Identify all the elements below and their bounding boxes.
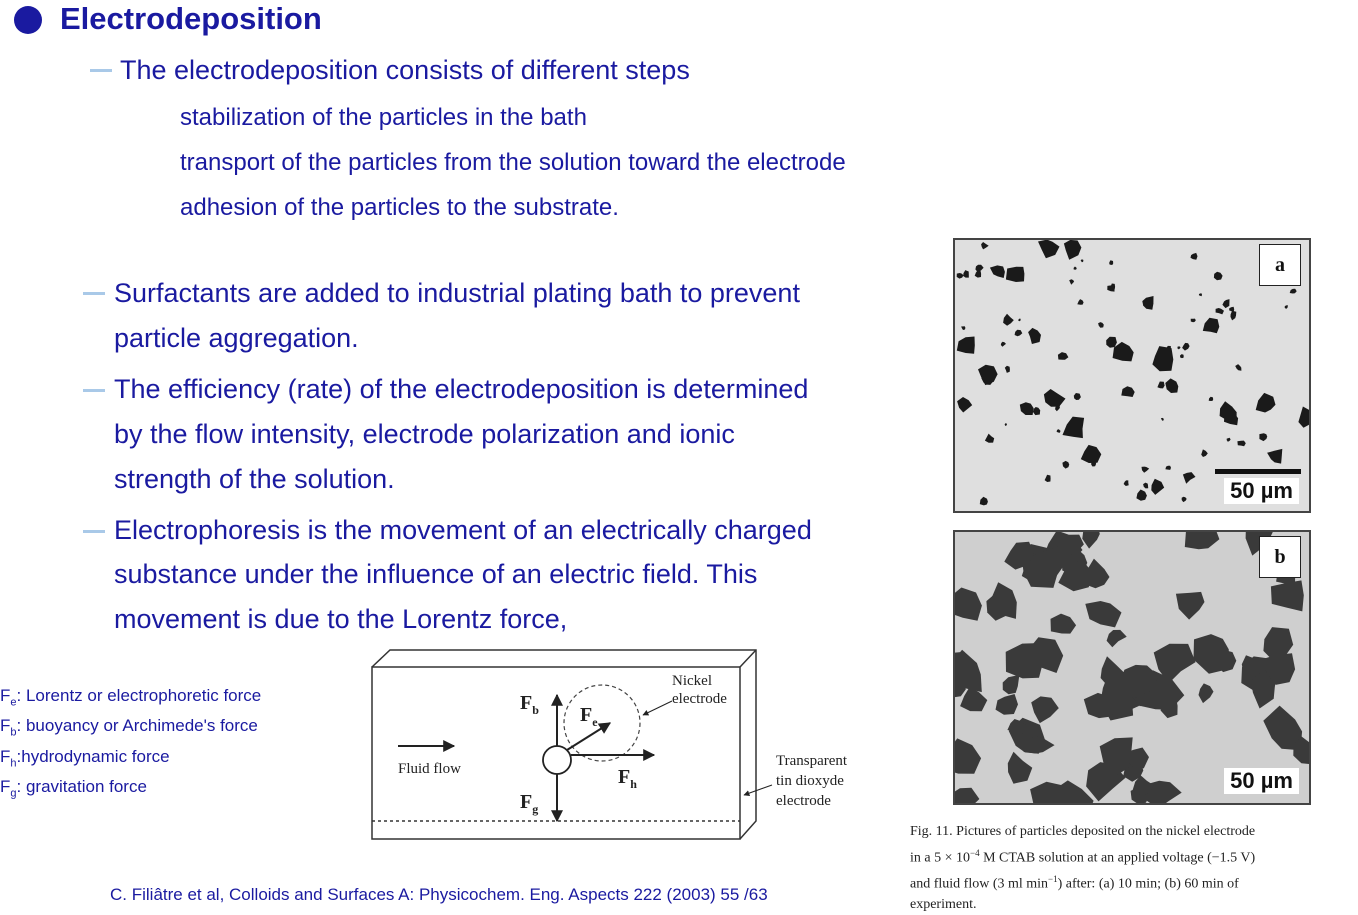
legend-item-fg: $F_g$: gravitation force	[0, 777, 147, 800]
caption-line-4: experiment.	[910, 896, 977, 912]
legend-item-fh: $F_h:hydrodynamic$ force	[0, 746, 170, 770]
page-title: Electrodeposition	[60, 1, 322, 36]
bullet-3-line-1: The efficiency (rate) of the electrodeposition is determined	[114, 374, 809, 404]
nickel-label-line-1: Nickel	[672, 673, 712, 689]
bullet-4-line-2: substance under the influence of an electric field. This	[114, 559, 758, 589]
dash-bullet-icon	[83, 292, 105, 295]
dash-bullet-icon	[83, 389, 105, 392]
nickel-pointer-arrow	[643, 701, 672, 715]
micrograph-a-label: a	[1259, 244, 1301, 286]
fe-label: $F_e$	[580, 704, 598, 729]
sub-bullet-2: transport of the particles from the solution toward the electrode	[180, 149, 846, 176]
caption-line-2: in a $5 \times 10^{-4}$ M CTAB solution at an applied voltage (−1.5 V)	[910, 847, 1256, 866]
scale-label-b: 50 µm	[1224, 768, 1299, 794]
bullet-2-line-2: particle aggregation.	[114, 323, 359, 353]
figure-caption	[910, 822, 1356, 915]
fluid-flow-label: Fluid flow	[398, 761, 461, 777]
bullet-2-line-1: Surfactants are added to industrial plating bath to prevent	[114, 278, 800, 308]
fh-label: $F_h$	[618, 766, 637, 791]
bullet-3-line-3: strength of the solution.	[114, 464, 395, 494]
transparent-label-line-2: tin dioxyde	[776, 773, 844, 789]
scale-label-a: 50 µm	[1224, 478, 1299, 504]
sub-bullet-3: adhesion of the particles to the substrate.	[180, 194, 619, 221]
particle-blob	[1006, 267, 1025, 282]
legend-item-fe: $F_e$: Lorentz or electrophoretic force	[0, 686, 262, 709]
fe-arrow	[567, 723, 610, 750]
bullet-4-line-1: Electrophoresis is the movement of an electrically charged	[114, 515, 812, 545]
micrograph-b	[953, 530, 1311, 805]
dash-bullet-icon	[90, 69, 112, 72]
bullet-4-line-3: movement is due to the Lorentz force,	[114, 604, 568, 634]
electrophoresis-diagram	[360, 645, 870, 845]
particle-circle	[543, 746, 571, 774]
dash-bullet-icon	[83, 530, 105, 533]
transparent-label-line-3: electrode	[776, 793, 831, 809]
fb-label: $F_b$	[520, 692, 539, 717]
caption-line-1: Fig. 11. Pictures of particles deposited on the nickel electrode	[910, 824, 1256, 839]
transparent-pointer-arrow	[744, 785, 772, 795]
nickel-electrode-circle	[564, 685, 640, 761]
fg-label: $F_g$	[520, 791, 539, 816]
transparent-label-line-1: Transparent	[776, 753, 848, 769]
bullet-1-text: The electrodeposition consists of different steps	[120, 55, 690, 85]
legend-item-fb: $F_b$: buoyancy or Archimede's force	[0, 716, 258, 739]
scale-bar-a	[1215, 469, 1301, 474]
citation: C. Filiâtre et al, Colloids and Surfaces A: Physicochem. Eng. Aspects 222 (2003) 55 /63	[110, 885, 768, 904]
force-legend	[0, 684, 261, 806]
micrograph-a	[953, 238, 1311, 513]
sub-bullet-1: stabilization of the particles in the bath	[180, 104, 587, 131]
micrograph-b-image	[955, 532, 1309, 803]
title-bullet-icon	[14, 6, 42, 34]
nickel-label-line-2: electrode	[672, 691, 727, 707]
caption-line-3: and fluid flow (3 ml $\min^{-1}$) after: (a) 10 min; (b) 60 min of	[910, 873, 1239, 892]
bullet-3-line-2: by the flow intensity, electrode polarization and ionic	[114, 419, 735, 449]
micrograph-b-label: b	[1259, 536, 1301, 578]
